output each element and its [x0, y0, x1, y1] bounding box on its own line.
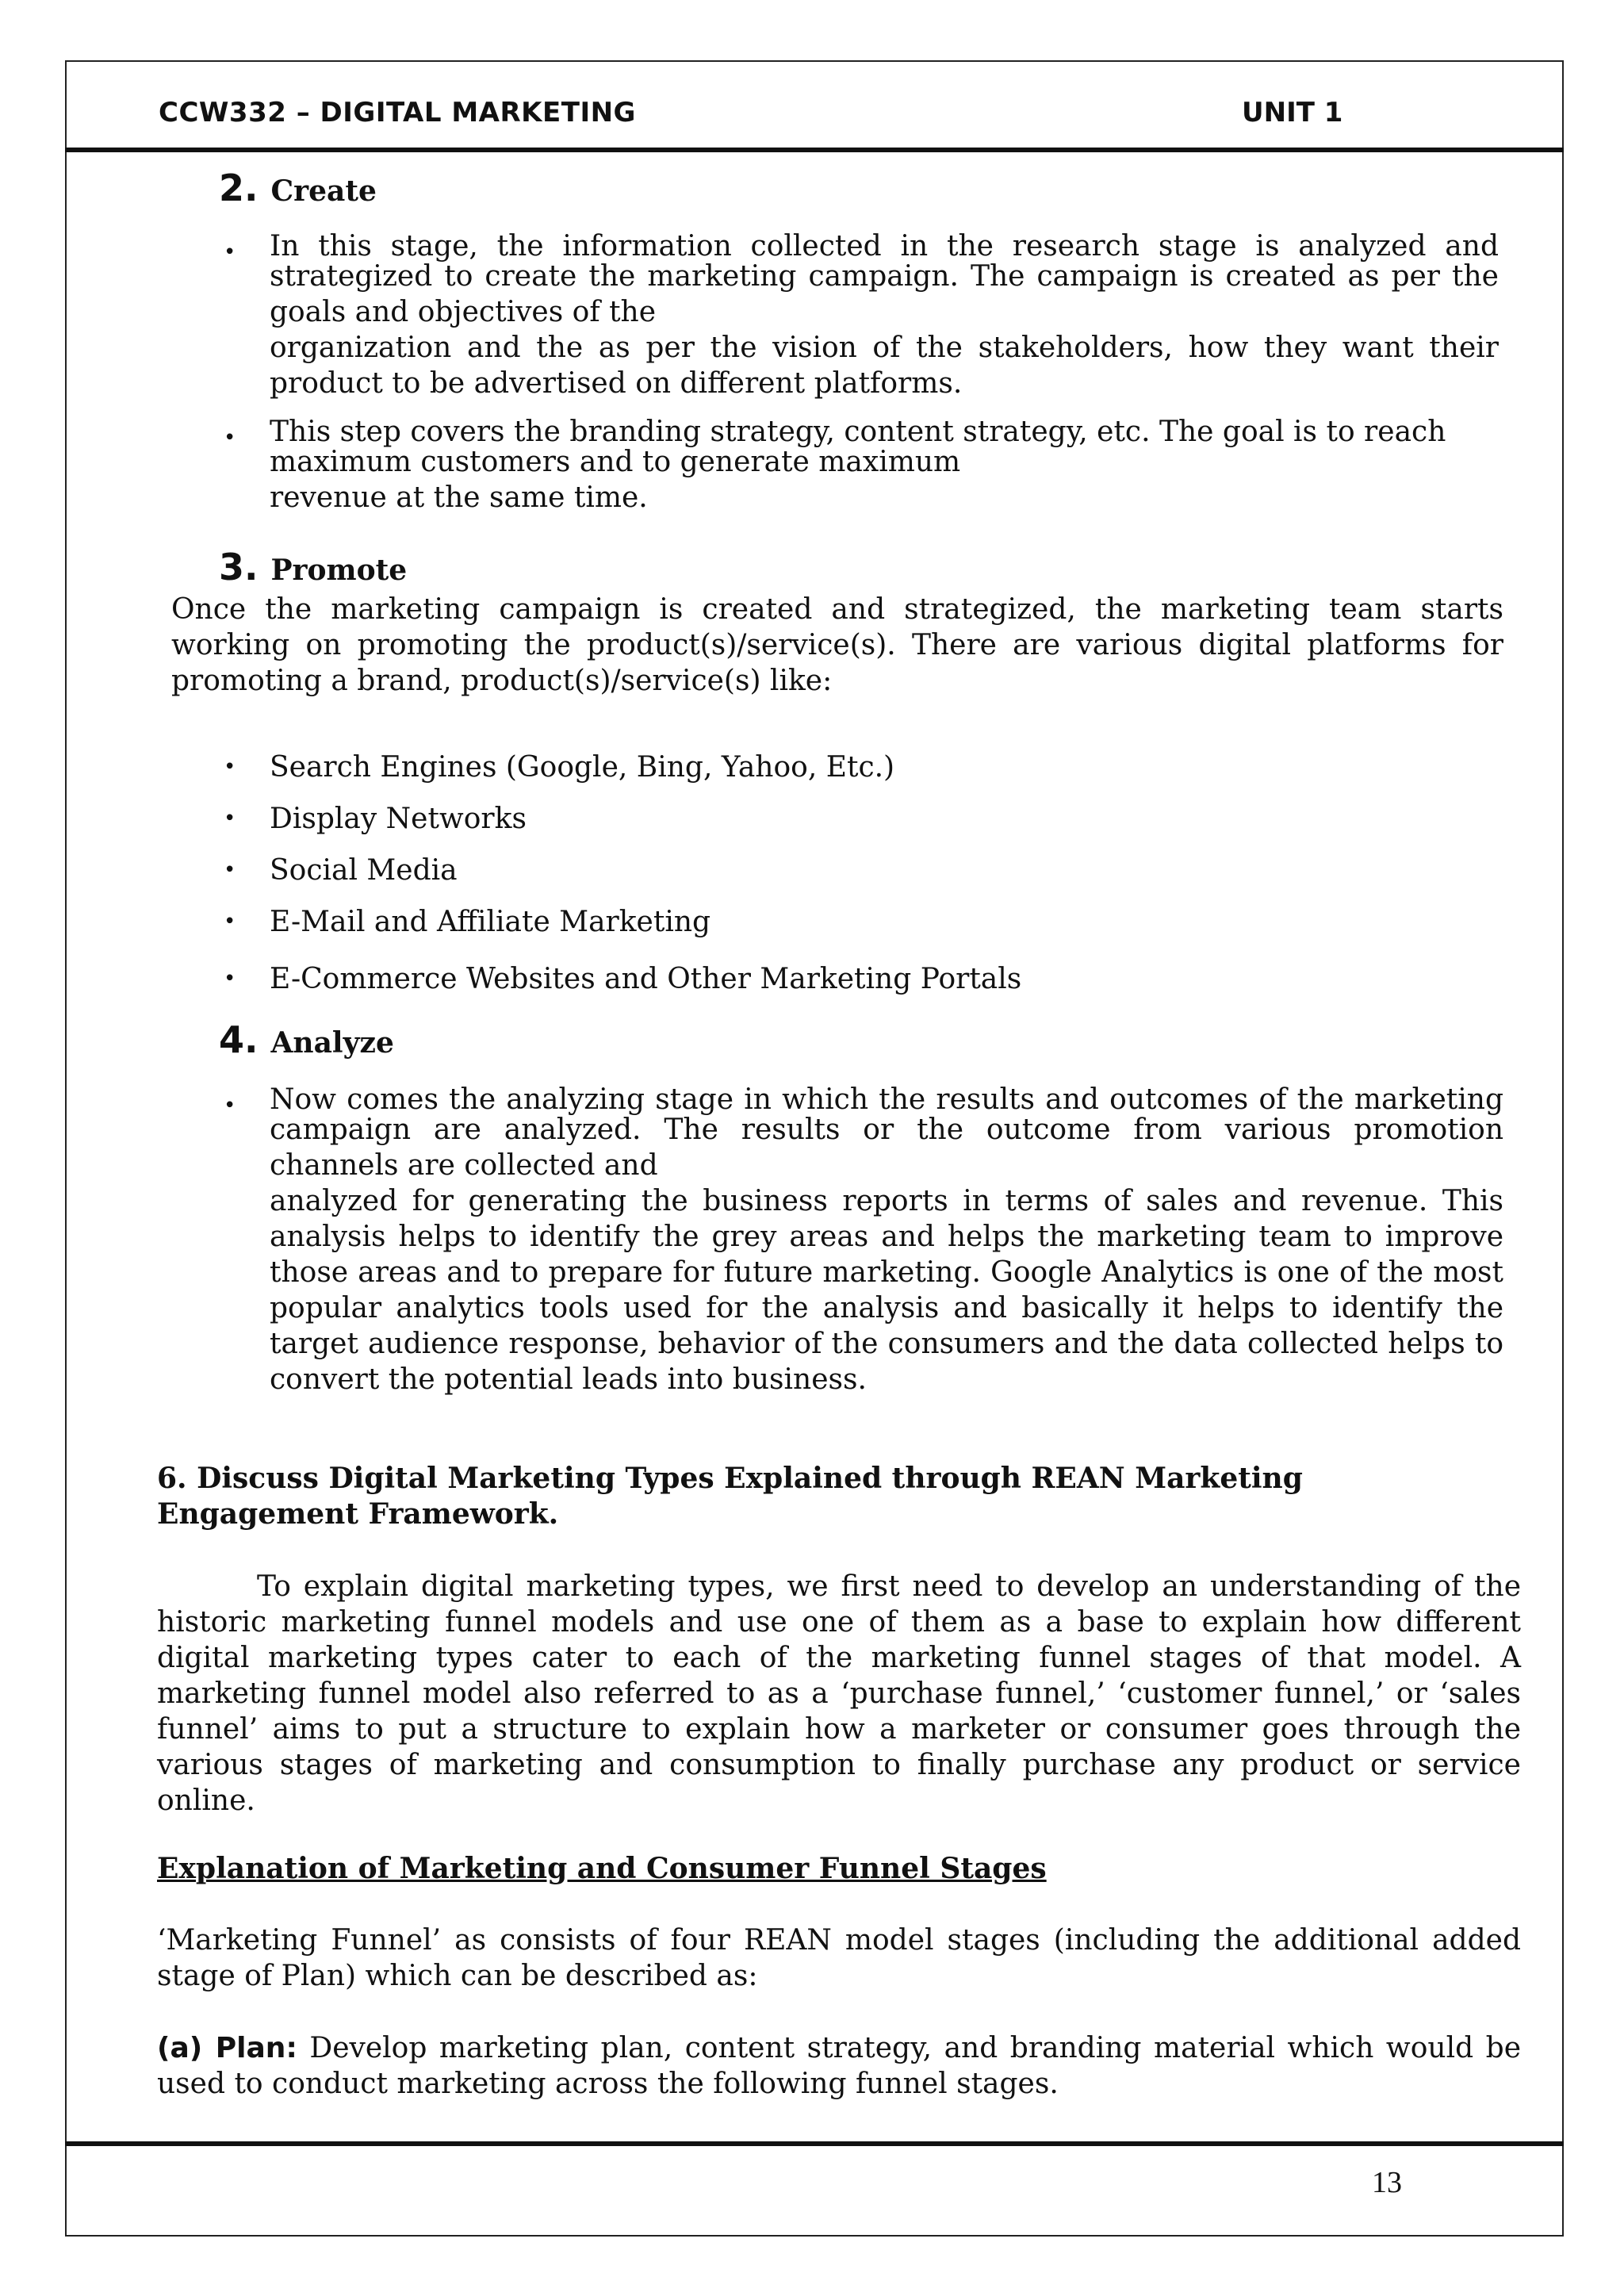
promote-heading	[219, 546, 407, 588]
create-b1-line1: In this stage, the information collected in the research stage is analyzed and	[270, 230, 1499, 263]
create-bullet-2	[270, 416, 1499, 516]
analyze-bullet	[270, 1083, 1503, 1397]
header-rule	[65, 148, 1564, 152]
funnel-intro-text: ‘Marketing Funnel’ as consists of four REAN model stages (including the additional added stage of Plan) which can be described as:	[157, 1924, 1521, 1992]
create-b1-line4: organization and the as per the vision of the stakeholders, how they want their	[270, 332, 1499, 364]
create-b1-line5: product to be advertised on different platforms.	[270, 367, 963, 400]
promote-intro-text: Once the marketing campaign is created and strategized, the marketing team starts working on promoting the product(s)/service(s). There are various digital platforms for promoting a brand, product(s)/service(s) like:	[171, 593, 1503, 697]
plan-stage	[157, 2030, 1521, 2102]
analyze-title: Analyze	[270, 1026, 394, 1060]
create-title: Create	[270, 174, 377, 208]
course-title: CCW332 – DIGITAL MARKETING	[159, 97, 636, 128]
bullet-icon: •	[224, 240, 236, 264]
analyze-heading	[219, 1018, 394, 1061]
plan-text: Develop marketing plan, content strategy, and branding material which would be used to conduct marketing across the following funnel stages.	[157, 2032, 1521, 2100]
question-6-heading-text: 6. Discuss Digital Marketing Types Explained through REAN Marketing Engagement Framework.	[157, 1462, 1303, 1531]
analyze-rest: analyzed for generating the business reports in terms of sales and revenue. This analysis helps to identify the grey areas and helps the marketing team to improve those areas and to prepare for future marketing. Google Analytics is one of the most popular analytics tools used for the analysis and basically it helps to identify the target audience response, behavior of the consumers and the data collected helps to convert the potential leads into business.	[270, 1185, 1503, 1396]
bullet-icon: •	[224, 910, 236, 933]
create-b2-line1: This step covers the branding strategy, content strategy, etc. The goal is to reach	[270, 416, 1446, 448]
promote-title: Promote	[270, 554, 408, 587]
create-heading	[219, 167, 377, 209]
analyze-line1: Now comes the analyzing stage in which the results and outcomes of the marketing	[270, 1083, 1503, 1116]
bullet-icon: •	[224, 858, 236, 882]
promote-intro	[171, 592, 1503, 699]
bullet-icon: •	[224, 755, 236, 779]
funnel-subheading-text: Explanation of Marketing and Consumer Funnel Stages	[157, 1852, 1047, 1885]
create-number: 2.	[219, 167, 259, 209]
unit-label: UNIT 1	[1242, 97, 1343, 128]
bullet-icon: •	[224, 807, 236, 830]
analyze-line3: channels are collected and	[270, 1149, 658, 1182]
promote-item: Display Networks	[270, 803, 527, 835]
promote-item: E-Commerce Websites and Other Marketing Portals	[270, 963, 1022, 995]
create-bullet-1	[270, 230, 1499, 401]
funnel-intro	[157, 1922, 1521, 1994]
promote-number: 3.	[219, 546, 259, 588]
create-b2-line2: maximum customers and to generate maximum	[270, 446, 961, 478]
create-b2-line3: revenue at the same time.	[270, 481, 648, 514]
analyze-line2: campaign are analyzed. The results or the outcome from various promotion	[270, 1114, 1503, 1146]
question-6-heading	[157, 1461, 1505, 1532]
create-b1-line3: goals and objectives of the	[270, 296, 657, 328]
bullet-icon: •	[224, 967, 236, 991]
question-6-paragraph-text: To explain digital marketing types, we first need to develop an understanding of the historic marketing funnel models and use one of them as a base to explain how different digital marketing types cater to each of the marketing funnel stages of that model. A marketing funnel model also referred to as a ‘purchase funnel,’ ‘customer funnel,’ or ‘sales funnel’ aims to put a structure to explain how a marketer or consumer goes through the various stages of marketing and consumption to finally purchase any product or service online.	[157, 1570, 1521, 1817]
promote-item: Social Media	[270, 854, 458, 887]
analyze-number: 4.	[219, 1018, 259, 1061]
footer-rule	[65, 2141, 1564, 2146]
plan-label: (a) Plan:	[157, 2032, 297, 2064]
promote-item: Search Engines (Google, Bing, Yahoo, Etc.)	[270, 751, 895, 784]
bullet-icon: •	[224, 426, 236, 450]
bullet-icon: •	[224, 1094, 236, 1117]
question-6-paragraph	[157, 1569, 1521, 1819]
funnel-subheading	[157, 1851, 1047, 1887]
create-b1-line2: strategized to create the marketing campaign. The campaign is created as per the	[270, 260, 1499, 293]
page-number: 13	[1372, 2166, 1402, 2199]
promote-item: E-Mail and Affiliate Marketing	[270, 906, 711, 938]
